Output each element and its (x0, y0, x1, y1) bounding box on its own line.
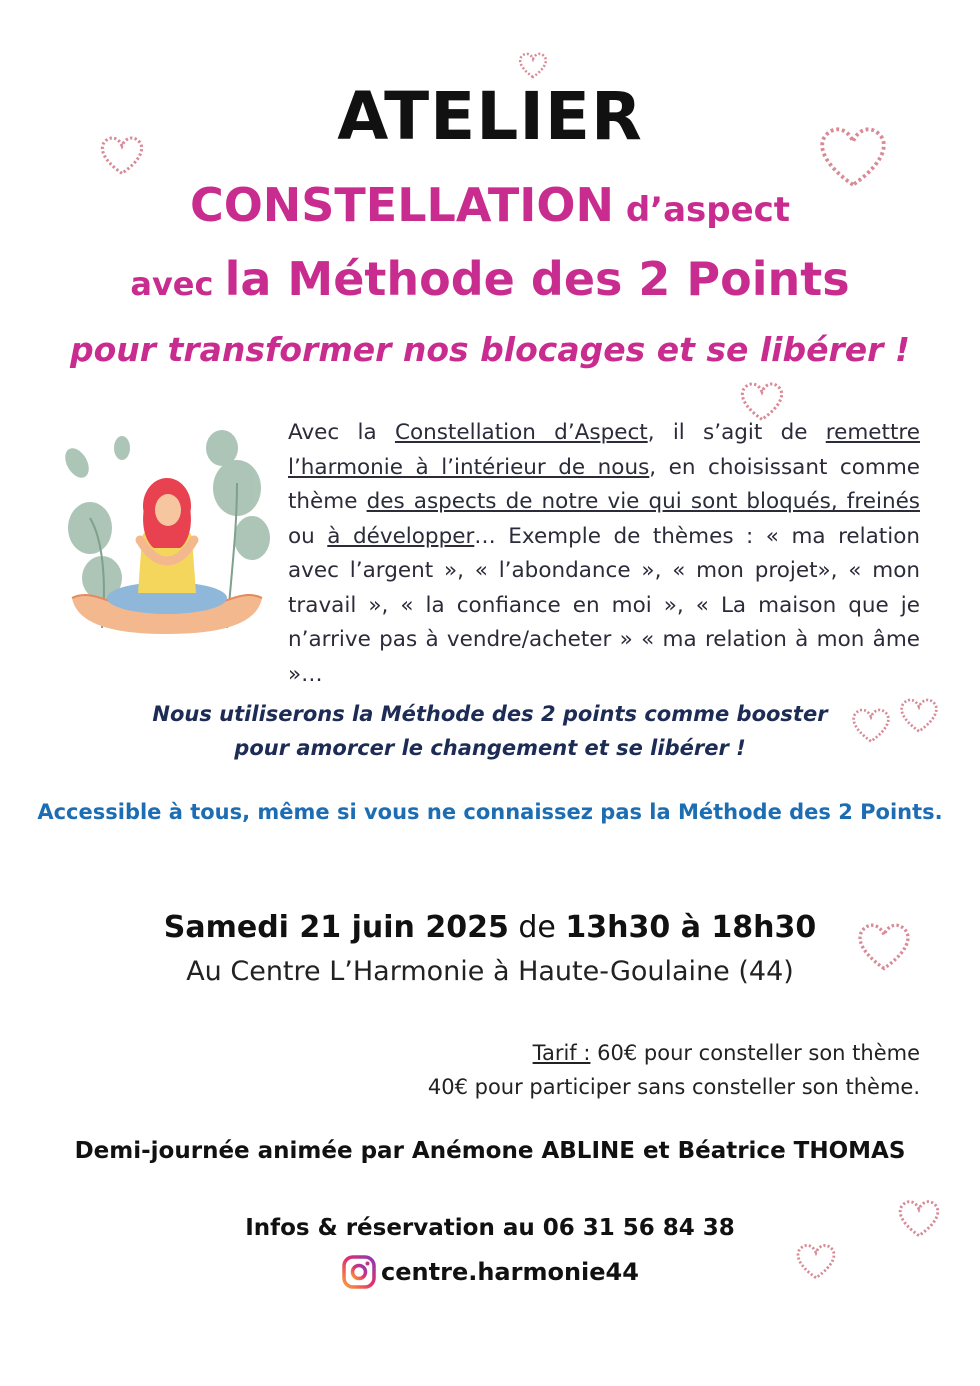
intro-text: , il s’agit de (647, 420, 826, 445)
intro-text: Avec la (288, 420, 395, 445)
heart-icon (516, 50, 550, 80)
booster-line: Nous utiliserons la Méthode des 2 points comme booster (152, 702, 828, 726)
pricing (428, 1036, 920, 1104)
intro-emphasis: des aspects de notre vie qui sont bloqués, freinés (366, 489, 920, 514)
meditation-illustration (62, 428, 272, 638)
intro-emphasis: Constellation d’Aspect (394, 420, 648, 445)
pricing-line: 60€ pour consteller son thème (590, 1041, 920, 1065)
subtitle: pour transformer nos blocages et se libérer ! (70, 330, 910, 369)
intro-text: ou (288, 523, 328, 549)
event-time: 13h30 à 18h30 (565, 910, 817, 945)
accessibility-note: Accessible à tous, même si vous ne connaissez pas la Méthode des 2 Points. (37, 800, 943, 824)
headline-method: la Méthode des 2 Points (224, 252, 850, 306)
instagram-handle[interactable] (0, 1254, 980, 1290)
headline-avec: avec (130, 265, 225, 303)
event-place: Au Centre L’Harmonie à Haute-Goulaine (44) (186, 956, 794, 987)
intro-emphasis: remettre l’harmonie à l’intérieur de nous (288, 420, 920, 480)
event-date (0, 910, 980, 945)
page-title: ATELIER (337, 78, 643, 155)
booster-line: pour amorcer le changement et se libérer ! (234, 736, 746, 760)
pricing-line: 40€ pour participer sans consteller son thème. (427, 1075, 920, 1099)
event-day: Samedi 21 juin 2025 (163, 910, 509, 945)
intro-emphasis: à développer (327, 523, 475, 549)
instagram-icon (341, 1254, 377, 1290)
event-de: de (508, 910, 566, 945)
headline-line-1 (0, 178, 980, 232)
intro-paragraph (288, 416, 920, 692)
booking-info: Infos & réservation au 06 31 56 84 38 (245, 1215, 735, 1241)
booster-text (0, 697, 980, 765)
intro-text: … Exemple de thèmes : « ma relation avec l’argent », « l’abondance », « mon projet», « mon travail », « la confiance en moi », « La maison que je n’arrive pas à vendre/acheter » « ma relation à mon âme »… (288, 523, 920, 687)
instagram-label[interactable]: centre.harmonie44 (381, 1258, 639, 1286)
headline-constellation: CONSTELLATION (189, 178, 614, 232)
headline-line-2 (0, 252, 980, 306)
intro-text: , en choisissant comme thème (288, 454, 921, 514)
hosts: Demi-journée animée par Anémone ABLINE et Béatrice THOMAS (74, 1138, 906, 1164)
pricing-label: Tarif : (532, 1041, 591, 1065)
headline-aspect: d’aspect (613, 190, 791, 230)
